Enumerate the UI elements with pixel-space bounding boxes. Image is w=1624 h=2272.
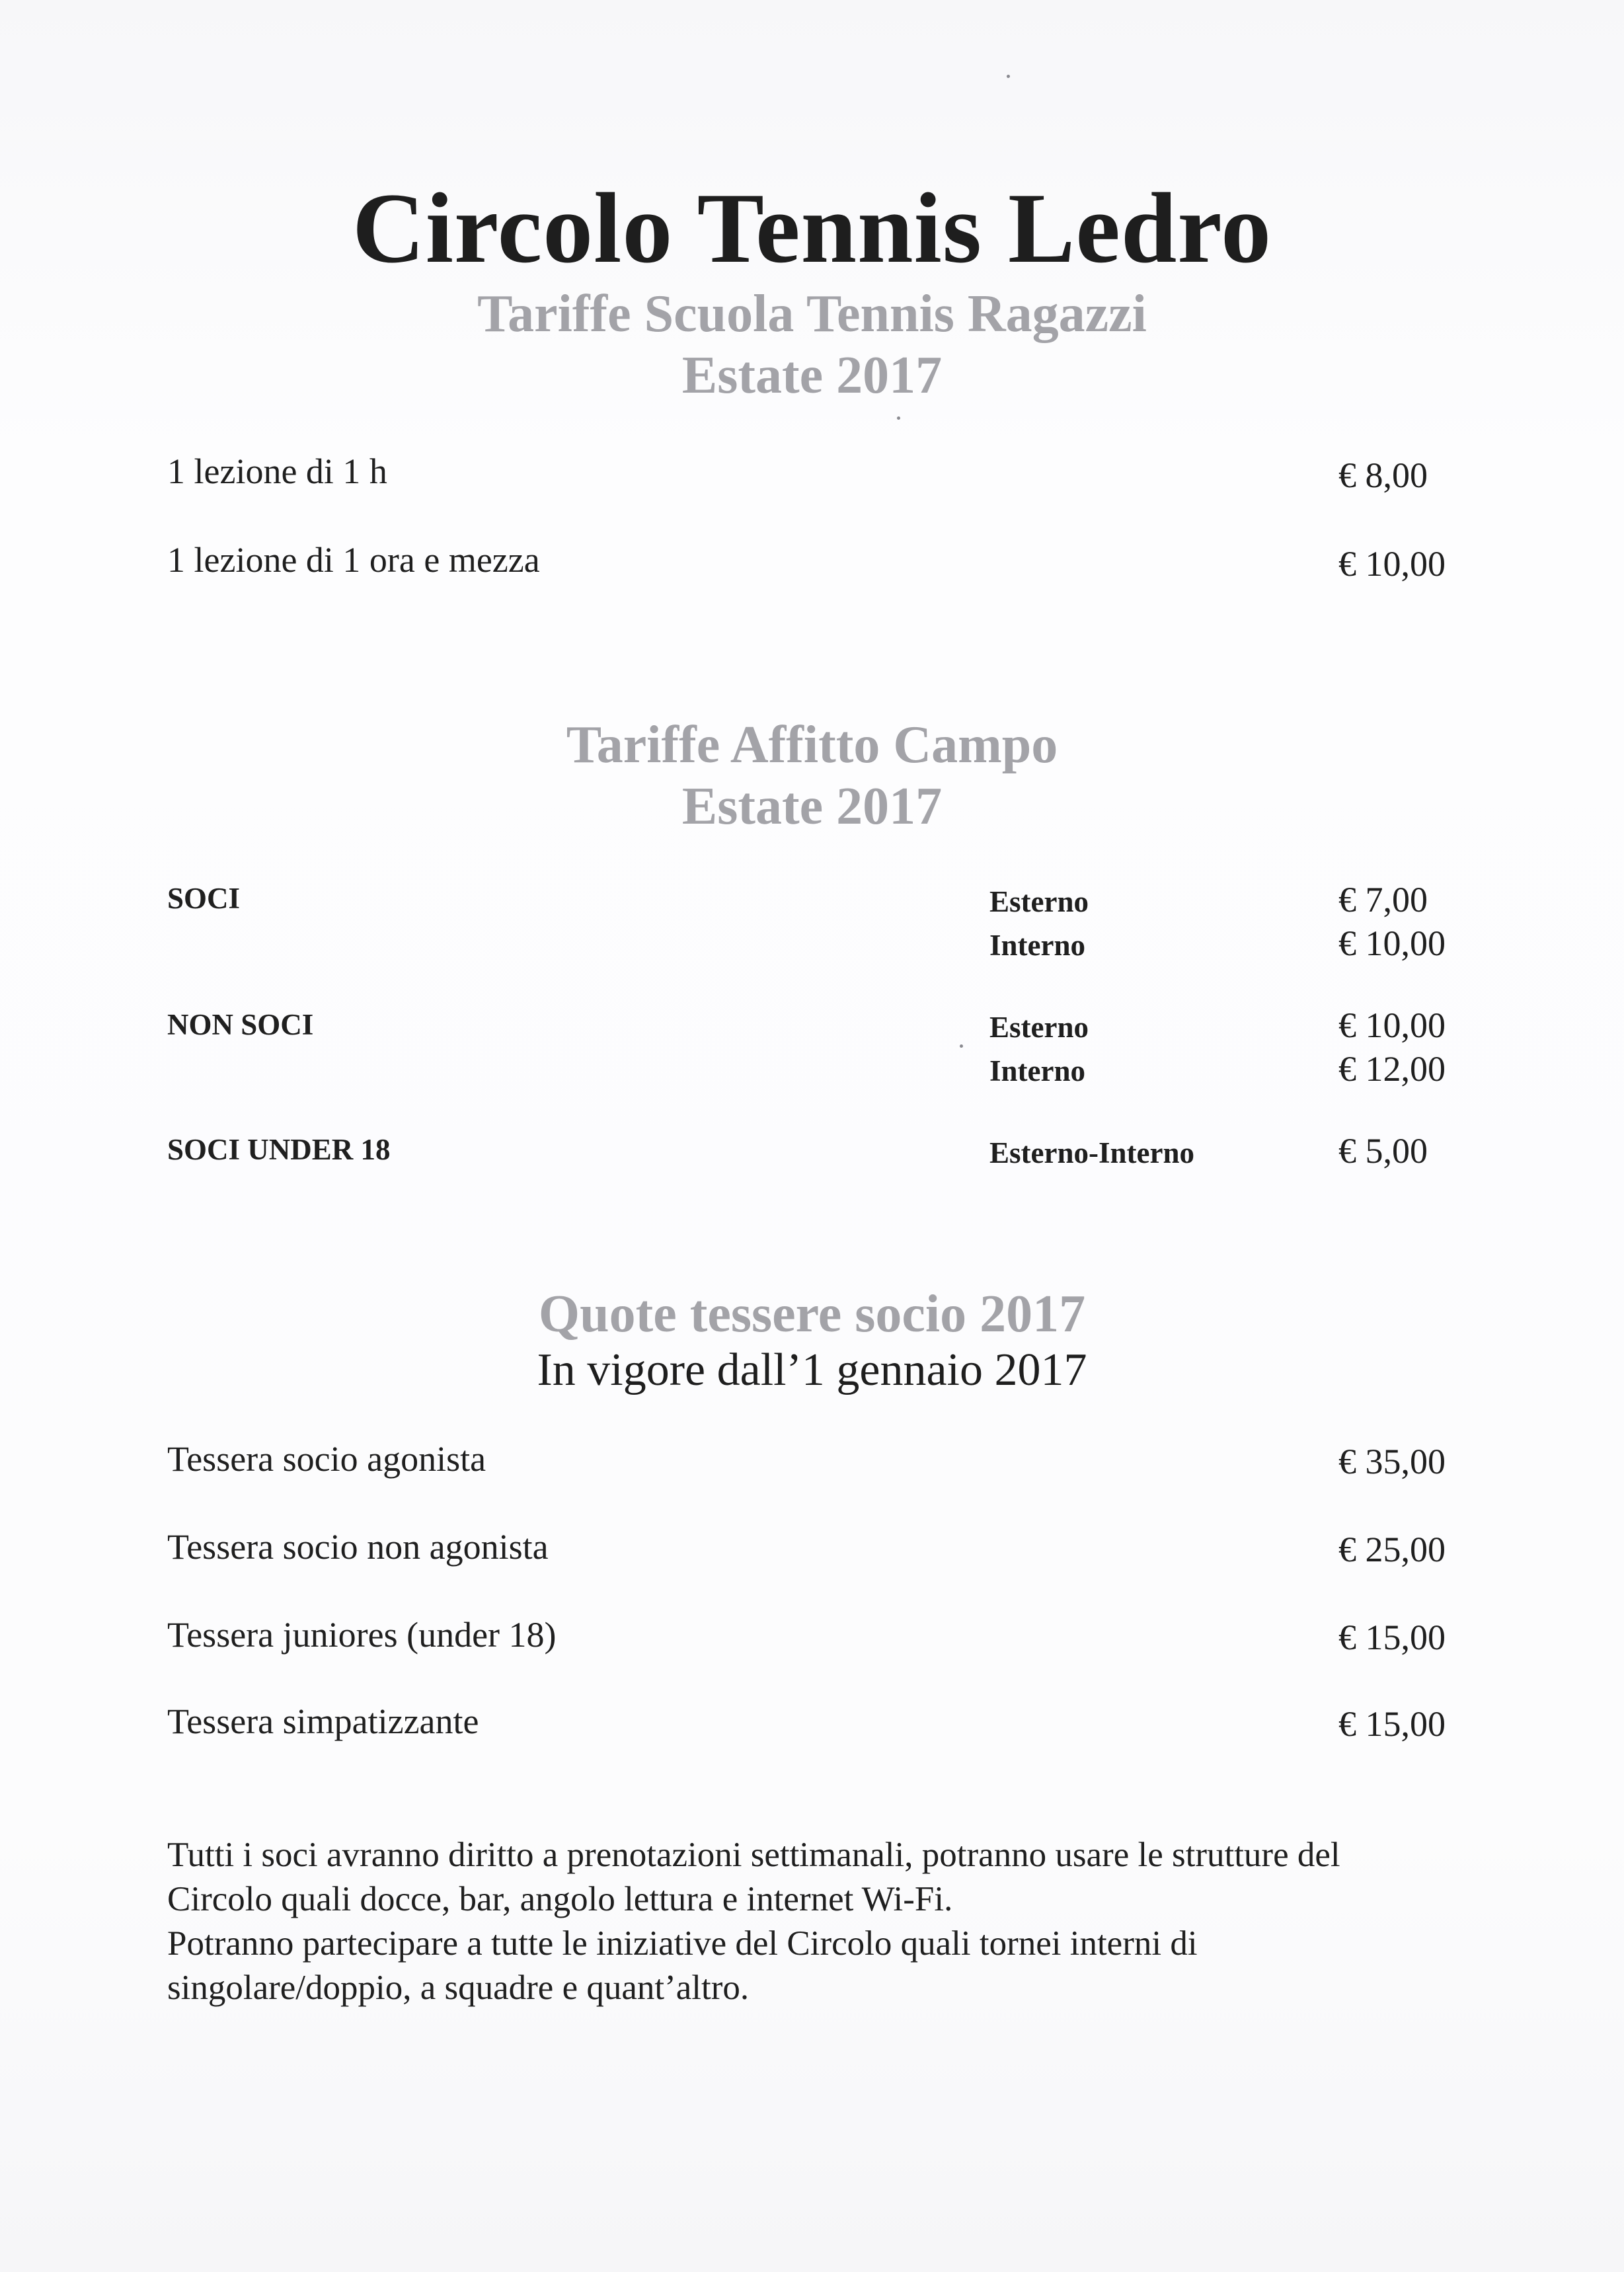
- notes-line: Circolo quali docce, bar, angolo lettura e internet Wi-Fi.: [167, 1880, 953, 1918]
- notes-line: Potranno partecipare a tutte le iniziative del Circolo quali tornei interni di: [167, 1924, 1198, 1963]
- membership-subheading: In vigore dall’1 gennaio 2017: [537, 1345, 1087, 1395]
- lesson-price: € 8,00: [1338, 455, 1428, 495]
- category-soci: SOCI: [167, 882, 241, 915]
- membership-price: € 15,00: [1338, 1704, 1446, 1744]
- notes-line: singolare/doppio, a squadre e quant’altro.: [167, 1969, 750, 2007]
- rate-type: Esterno: [989, 885, 1089, 918]
- rate-type: Interno: [989, 929, 1085, 962]
- lesson-label: 1 lezione di 1 ora e mezza: [167, 540, 540, 580]
- lesson-price: € 10,00: [1338, 544, 1446, 584]
- page-title: Circolo Tennis Ledro: [352, 173, 1272, 284]
- rate-type: Interno: [989, 1054, 1085, 1087]
- membership-label: Tessera socio agonista: [167, 1439, 486, 1479]
- school-rates-heading: Tariffe Scuola Tennis Ragazzi: [477, 285, 1147, 343]
- membership-label: Tessera juniores (under 18): [167, 1615, 557, 1655]
- rate-price: € 5,00: [1338, 1131, 1428, 1171]
- court-rental-heading: Tariffe Affitto Campo: [566, 716, 1058, 774]
- rate-price: € 12,00: [1338, 1049, 1446, 1089]
- membership-heading: Quote tessere socio 2017: [538, 1285, 1086, 1343]
- category-soci-under-18: SOCI UNDER 18: [167, 1133, 391, 1166]
- rate-price: € 10,00: [1338, 1005, 1446, 1045]
- rate-type: Esterno: [989, 1011, 1089, 1044]
- membership-price: € 35,00: [1338, 1442, 1446, 1481]
- lesson-label: 1 lezione di 1 h: [167, 451, 387, 491]
- court-season-heading: Estate 2017: [681, 777, 943, 836]
- scan-speck: [960, 1044, 963, 1048]
- notes-line: Tutti i soci avranno diritto a prenotazioni settimanali, potranno usare le strutture del: [167, 1836, 1340, 1874]
- school-season-heading: Estate 2017: [681, 346, 943, 405]
- membership-price: € 15,00: [1338, 1618, 1446, 1657]
- membership-label: Tessera simpatizzante: [167, 1702, 479, 1741]
- membership-price: € 25,00: [1338, 1530, 1446, 1569]
- rate-type: Esterno-Interno: [989, 1136, 1194, 1169]
- rate-price: € 7,00: [1338, 880, 1428, 920]
- rate-price: € 10,00: [1338, 923, 1446, 963]
- category-non-soci: NON SOCI: [167, 1008, 314, 1041]
- scan-speck: [1007, 75, 1010, 78]
- scan-speck: [897, 416, 900, 420]
- membership-label: Tessera socio non agonista: [167, 1527, 549, 1567]
